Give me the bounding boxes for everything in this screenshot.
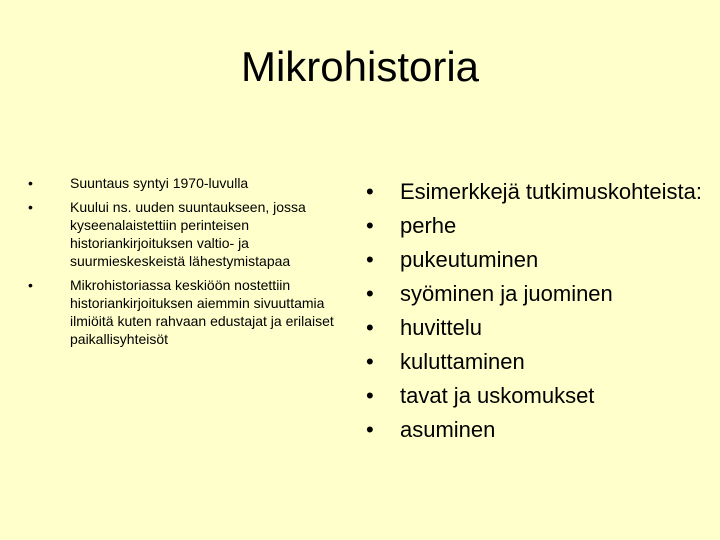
bullet-icon: •	[366, 179, 374, 204]
right-bullet-list	[366, 175, 706, 447]
list-item-text: Mikrohistoriassa keskiöön nostettiin historiankirjoituksen aiemmin sivuuttamia ilmiöitä kuten rahvaan edustajat ja erilaiset paikallisyhteisöt	[70, 277, 334, 347]
bullet-icon: •	[28, 199, 33, 215]
bullet-icon: •	[28, 277, 33, 293]
bullet-icon: •	[366, 213, 374, 238]
list-item-text: Esimerkkejä tutkimuskohteista:	[400, 179, 702, 204]
bullet-icon: •	[366, 349, 374, 374]
list-item	[366, 311, 706, 344]
list-item-text: Kuului ns. uuden suuntaukseen, jossa kyseenalaistettiin perinteisen historiankirjoituksen valtio- ja suurmieskeskeistä lähestymistapaa	[70, 199, 306, 269]
bullet-icon: •	[28, 175, 33, 191]
list-item	[28, 198, 346, 270]
slide-title: Mikrohistoria	[240, 43, 480, 90]
bullet-icon: •	[366, 247, 374, 272]
list-item-text: kuluttaminen	[400, 349, 525, 374]
list-item	[28, 276, 346, 348]
list-item-text: asuminen	[400, 417, 496, 442]
list-item-text: Suuntaus syntyi 1970-luvulla	[70, 175, 249, 191]
list-item	[366, 413, 706, 446]
list-item	[366, 175, 706, 208]
list-item	[28, 174, 346, 192]
list-item	[366, 379, 706, 412]
list-item-text: tavat ja uskomukset	[400, 383, 595, 408]
list-item-text: syöminen ja juominen	[400, 281, 613, 306]
bullet-icon: •	[366, 417, 374, 442]
list-item-text: pukeutuminen	[400, 247, 539, 272]
bullet-icon: •	[366, 315, 374, 340]
list-item	[366, 345, 706, 378]
bullet-icon: •	[366, 383, 374, 408]
list-item	[366, 243, 706, 276]
bullet-icon: •	[366, 281, 374, 306]
left-bullet-list	[28, 174, 346, 348]
list-item-text: perhe	[400, 213, 457, 238]
list-item-text: huvittelu	[400, 315, 482, 340]
list-item	[366, 277, 706, 310]
list-item	[366, 209, 706, 242]
